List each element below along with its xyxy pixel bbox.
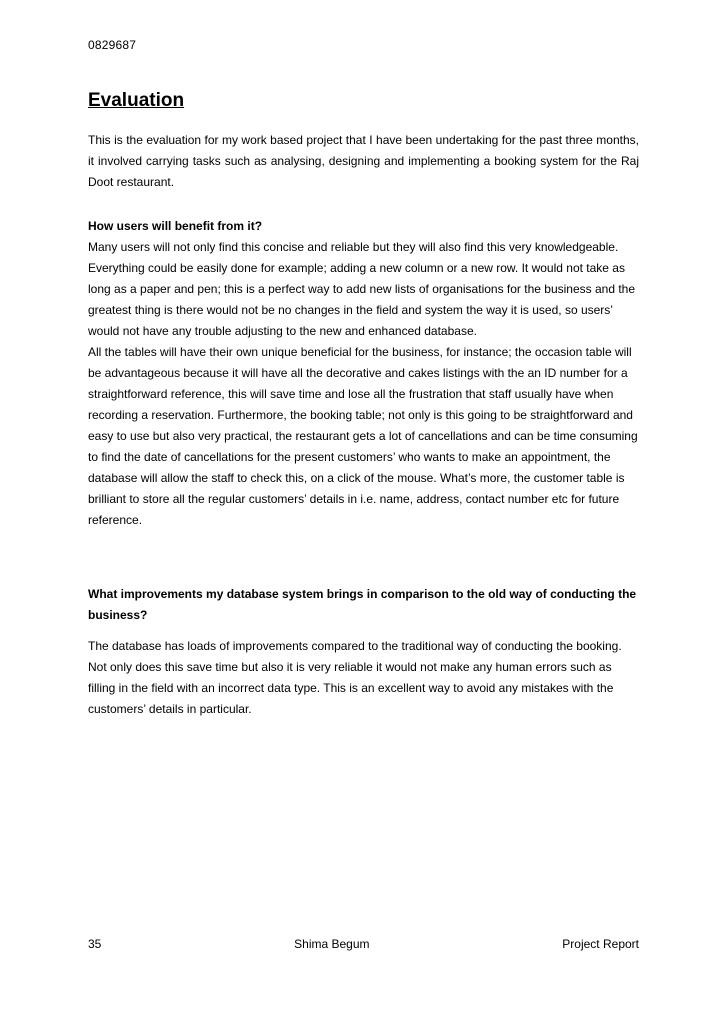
section-heading-benefits: How users will benefit from it? <box>88 219 263 233</box>
header-document-id: 0829687 <box>88 38 137 52</box>
section-heading-improvements: What improvements my database system brings in comparison to the old way of conducting the business? <box>88 587 637 622</box>
improvements-paragraph: The database has loads of improvements compared to the traditional way of conducting the booking. Not only does this save time but also it is very reliable it would not make any human errors such as filling in the field with an incorrect data type. This is an excellent way to avoid any mistakes with the customers’ details in particular. <box>88 639 622 716</box>
footer-author: Shima Begum <box>294 937 370 951</box>
page-footer <box>88 937 639 951</box>
footer-page-number: 35 <box>88 937 102 951</box>
intro-paragraph: This is the evaluation for my work based project that I have been undertaking for the past three months, it involved carrying tasks such as analysing, designing and implementing a booking system for the Raj Doot restaurant. <box>88 133 639 189</box>
page-title: Evaluation <box>88 90 185 111</box>
section-benefits <box>88 216 639 531</box>
benefits-paragraph-2: All the tables will have their own unique beneficial for the business, for instance; the occasion table will be advantageous because it will have all the decorative and cakes listings with the an ID number for a straightforward reference, this will save time and lose all the frustration that staff usually have when recording a reservation. Furthermore, the booking table; not only is this going to be straightforward and easy to use but also very practical, the restaurant gets a lot of cancellations and can be time consuming to find the date of cancellations for the present customers’ who wants to make an appointment, the database will allow the staff to check this, on a click of the mouse. What’s more, the customer table is brilliant to store all the regular customers’ details in i.e. name, address, contact number etc for future reference. <box>88 345 638 527</box>
benefits-paragraph-1: Many users will not only find this concise and reliable but they will also find this very knowledgeable. Everything could be easily done for example; adding a new column or a new row. It would not take as long as a paper and pen; this is a perfect way to add new lists of organisations for the business and the greatest thing is there would not be no changes in the field and system the way it is used, so users’ would not have any trouble adjusting to the new and enhanced database. <box>88 240 636 338</box>
footer-document-type: Project Report <box>562 937 639 951</box>
section-improvements <box>88 584 639 626</box>
